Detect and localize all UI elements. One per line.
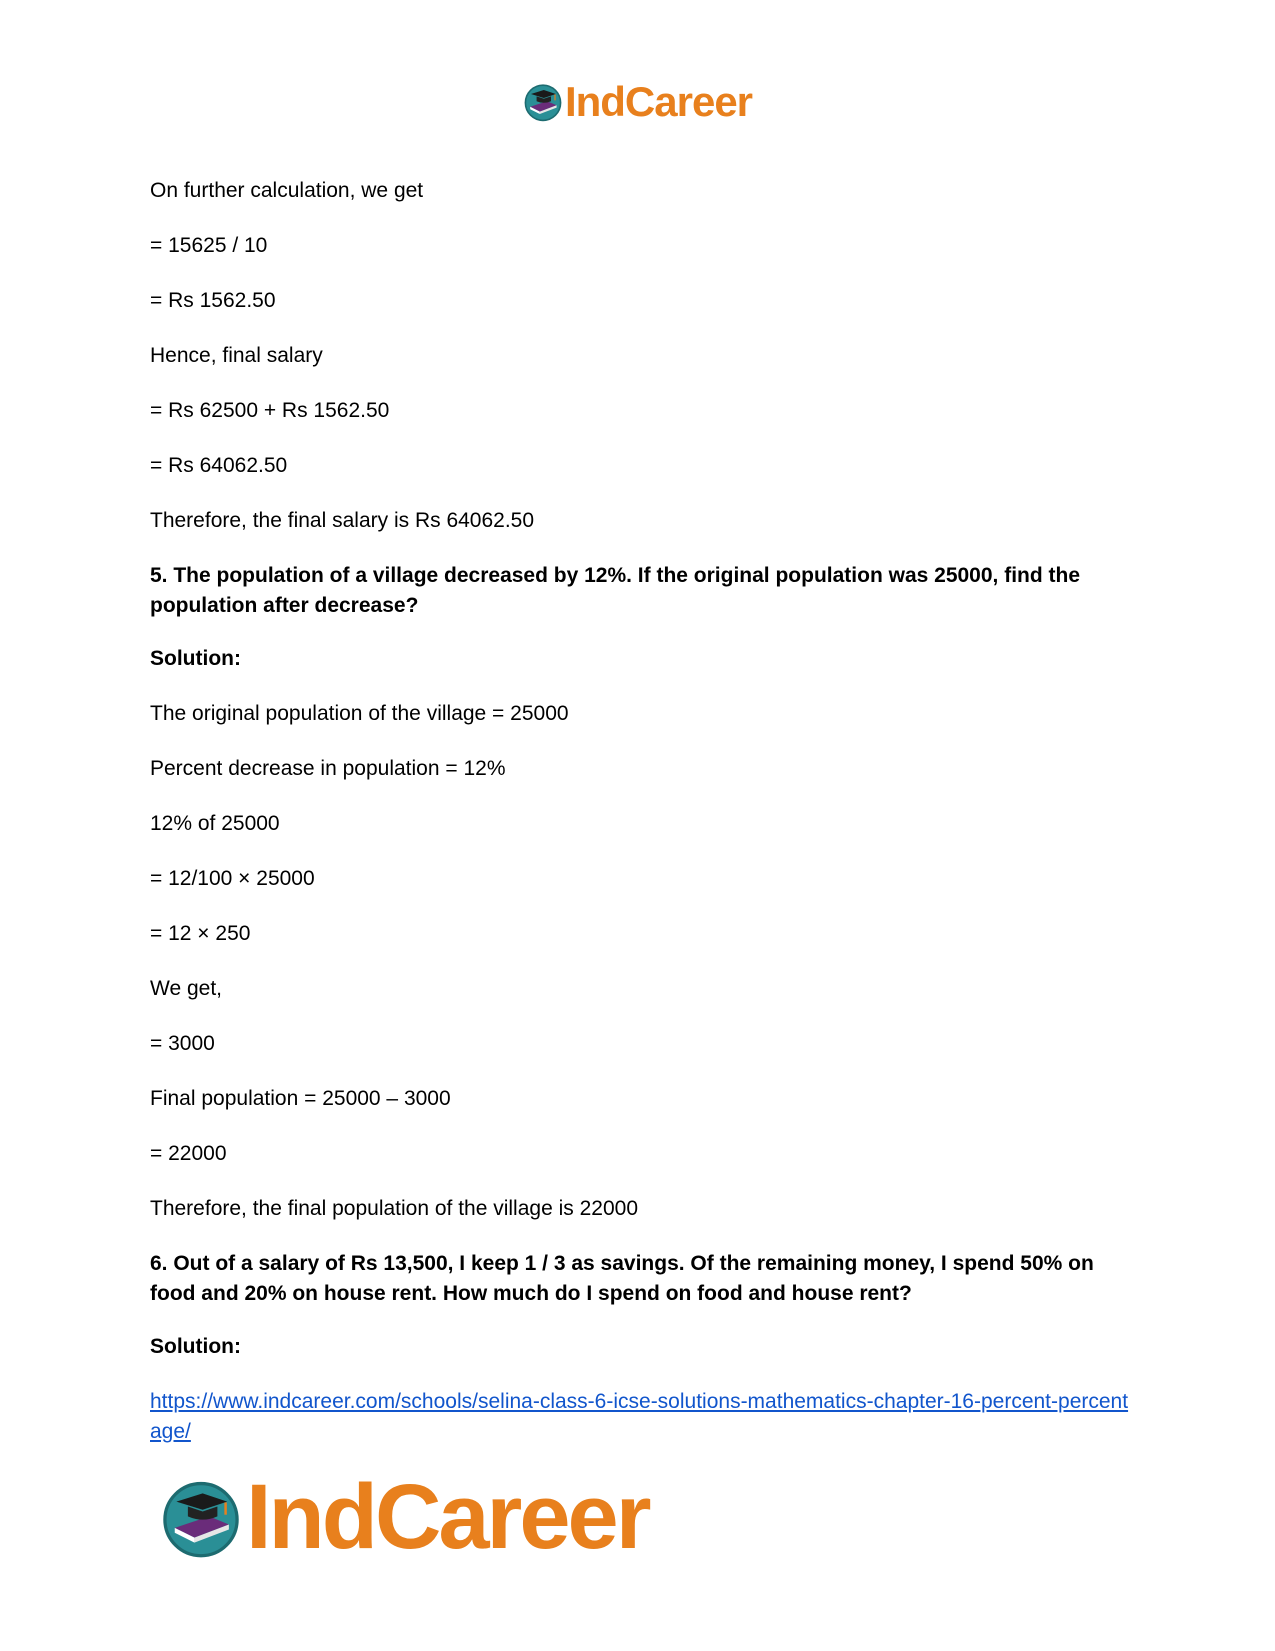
text-line: We get, [150, 977, 222, 1000]
text-line: = Rs 1562.50 [150, 289, 276, 312]
text-line: = Rs 64062.50 [150, 454, 288, 477]
text-line: = 22000 [150, 1142, 227, 1165]
text-line: On further calculation, we get [150, 179, 424, 202]
text-line: = 3000 [150, 1032, 215, 1055]
source-link[interactable]: https://www.indcareer.com/schools/selina-class-6-icse-solutions-mathematics-chapter-16-percent-percentage/ [150, 1390, 1129, 1443]
logo [523, 78, 752, 126]
text-line: Final population = 25000 – 3000 [150, 1087, 451, 1110]
question-6: 6. Out of a salary of Rs 13,500, I keep 1 / 3 as savings. Of the remaining money, I spend 50% on food and 20% on house rent. How much do I spend on food and house rent? [150, 1252, 1094, 1305]
graduation-book-icon [523, 82, 563, 122]
logo-text: IndCareer [564, 78, 753, 125]
logo [160, 1465, 649, 1570]
solution-label: Solution: [150, 647, 241, 670]
header-logo [0, 78, 1275, 126]
text-line: The original population of the village = 25000 [150, 702, 569, 725]
document-body [150, 176, 1135, 1447]
text-line: = Rs 62500 + Rs 1562.50 [150, 399, 390, 422]
text-line: Percent decrease in population = 12% [150, 757, 506, 780]
text-line: Hence, final salary [150, 344, 323, 367]
text-line: 12% of 25000 [150, 812, 280, 835]
text-line: = 15625 / 10 [150, 234, 268, 257]
text-line: Therefore, the final population of the village is 22000 [150, 1197, 638, 1220]
solution-label: Solution: [150, 1335, 241, 1358]
text-line: = 12/100 × 25000 [150, 867, 315, 890]
text-line: Therefore, the final salary is Rs 64062.50 [150, 509, 535, 532]
graduation-book-icon [160, 1477, 242, 1559]
question-5: 5. The population of a village decreased by 12%. If the original population was 25000, find the population after decrease? [150, 564, 1081, 617]
logo-text: IndCareer [246, 1466, 649, 1568]
text-line: = 12 × 250 [150, 922, 251, 945]
footer-logo [160, 1465, 649, 1570]
